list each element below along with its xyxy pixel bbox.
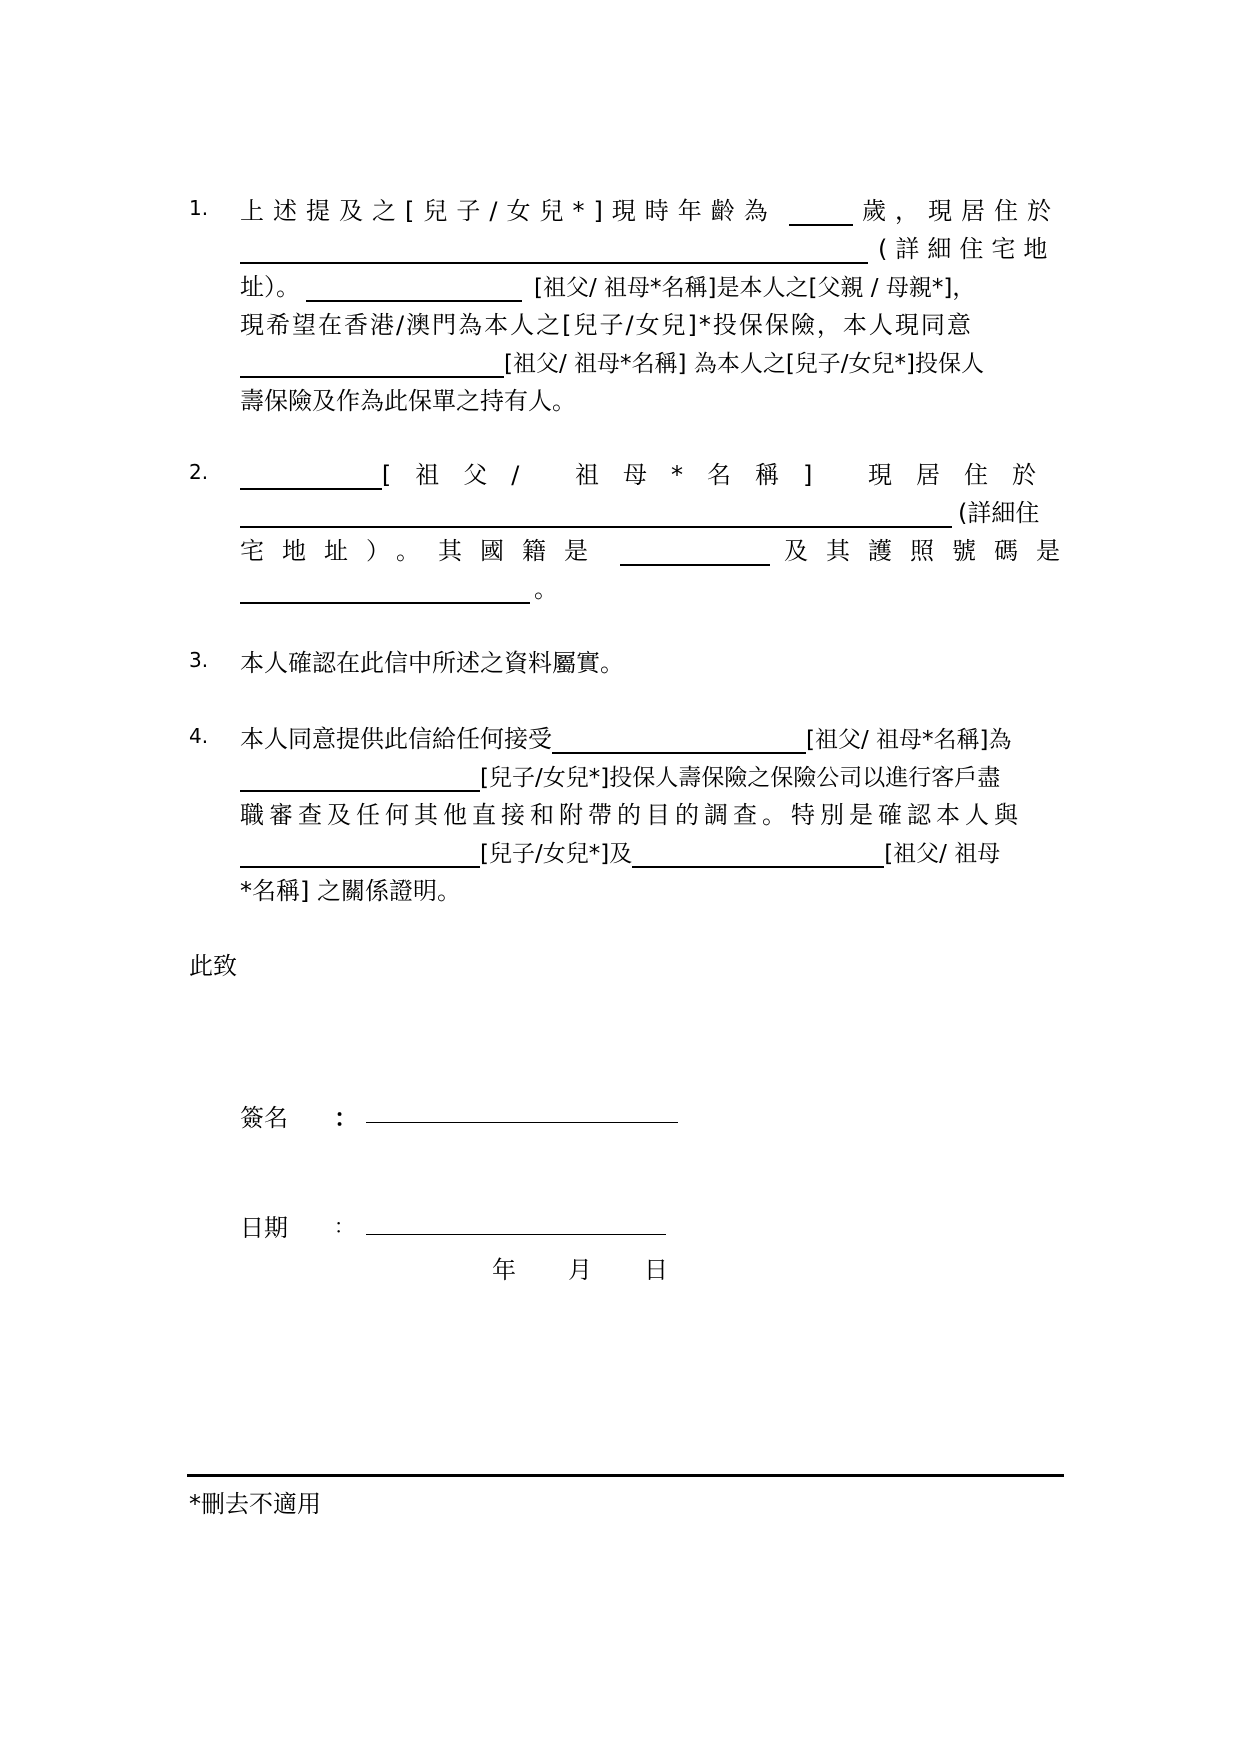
date-year-label: 年 (492, 1256, 516, 1284)
signature-colon: ： (334, 1104, 358, 1132)
item-4-line-3 (240, 792, 1060, 830)
child-name-blank-1[interactable] (240, 766, 480, 792)
item-3-number: 3. (189, 648, 209, 672)
date-blank[interactable] (366, 1212, 666, 1235)
item-4-text-e: [兒子/女兒*]及 (480, 841, 633, 867)
item-2-text-d: 及其護照號碼是 (784, 537, 1078, 565)
child-name-blank-2[interactable] (240, 842, 480, 868)
footnote-text: *刪去不適用 (189, 1490, 321, 1518)
item-1-text-e: [祖父/ 祖母*名稱]是本人之[父親 / 母親*]， (534, 275, 976, 301)
item-2-line-1 (240, 452, 1060, 490)
item-4-line-5 (240, 868, 1060, 906)
item-4-text-g: *名稱] 之關係證明。 (240, 877, 461, 905)
item-4-line-4 (240, 830, 1060, 868)
closing-text: 此致 (189, 952, 237, 980)
item-1-line-3 (240, 264, 1060, 302)
item-1-text-c: (詳細住宅地 (878, 235, 1056, 263)
item-3-line-1 (240, 640, 1060, 678)
item-2-text-a: [祖父/ 祖母*名稱] 現居住於 (381, 461, 1060, 489)
date-day-label: 日 (644, 1256, 668, 1284)
item-1-text-d: 址）。 (240, 273, 300, 301)
grandparent-address-blank[interactable] (240, 502, 952, 528)
item-1-text-h: 壽保險及作為此保單之持有人。 (240, 387, 576, 415)
grandparent-name-blank-5[interactable] (632, 842, 884, 868)
address-blank[interactable] (240, 238, 868, 264)
item-2-line-4 (240, 566, 1060, 604)
item-4-line-1 (240, 716, 1060, 754)
item-2-text-e: 。 (534, 575, 558, 603)
item-4-text-f: [祖父/ 祖母 (884, 841, 1001, 867)
grandparent-name-blank-3[interactable] (240, 464, 382, 490)
item-2-number: 2. (189, 460, 209, 484)
item-4-number: 4. (189, 724, 209, 748)
item-4-text-b: [祖父/ 祖母*名稱]為 (806, 727, 1012, 753)
item-4-text-d: 職審查及任何其他直接和附帶的目的調查。特別是確認本人與 (240, 801, 1023, 829)
age-blank[interactable] (789, 200, 853, 226)
item-1-text-f: 現希望在香港/澳門為本人之[兒子/女兒]*投保保險，本人現同意 (240, 311, 973, 339)
grandparent-name-blank-4[interactable] (552, 728, 806, 754)
nationality-blank[interactable] (620, 540, 770, 566)
grandparent-name-blank-2[interactable] (240, 352, 504, 378)
item-1-text-g: [祖父/ 祖母*名稱] 為本人之[兒子/女兒*]投保人 (504, 351, 985, 377)
footnote-divider (187, 1474, 1064, 1477)
item-1-line-6 (240, 378, 1060, 416)
item-1-line-4 (240, 302, 1060, 340)
item-2-text-c: 宅地址）。其國籍是 (240, 537, 606, 565)
grandparent-name-blank-1[interactable] (306, 276, 522, 302)
item-1-line-2 (240, 226, 1060, 264)
item-1-text-a: 上述提及之[兒子/女兒*]現時年齡為 (240, 197, 777, 225)
item-2-line-3 (240, 528, 1078, 566)
date-label: 日期 (240, 1214, 288, 1242)
item-3-text-a: 本人確認在此信中所述之資料屬實。 (240, 649, 624, 677)
signature-blank[interactable] (366, 1100, 678, 1123)
item-4-line-2 (240, 754, 1060, 792)
passport-number-blank[interactable] (240, 578, 530, 604)
signature-label: 簽名 (240, 1104, 288, 1132)
item-1-line-5 (240, 340, 1060, 378)
item-2-text-b: (詳細住 (958, 499, 1040, 527)
item-2-line-2 (240, 490, 1060, 528)
item-4-text-c: [兒子/女兒*]投保人壽保險之保險公司以進行客戶盡 (480, 765, 1001, 791)
item-1-text-b: 歲，現居住於 (862, 197, 1060, 225)
date-colon: ： (334, 1214, 354, 1238)
date-month-label: 月 (568, 1256, 592, 1284)
item-1-line-1 (240, 188, 1060, 226)
item-4-text-a: 本人同意提供此信給任何接受 (240, 725, 552, 753)
item-1-number: 1. (189, 196, 209, 220)
